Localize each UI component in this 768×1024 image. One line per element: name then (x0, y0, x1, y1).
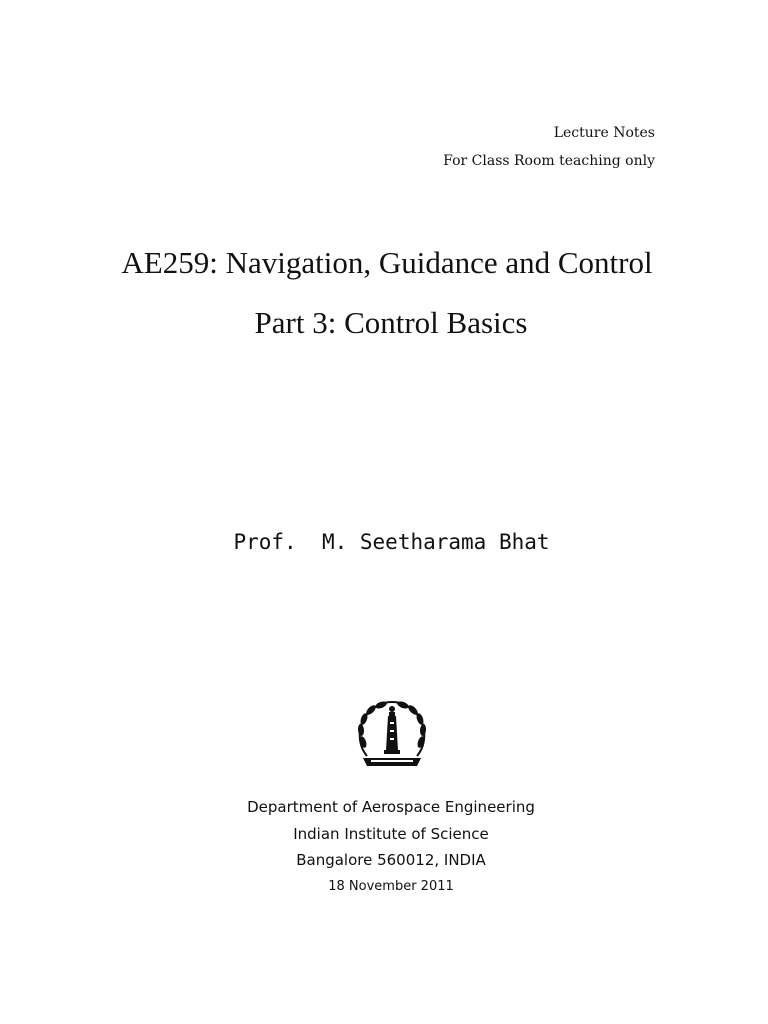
part-title: Part 3: Control Basics (254, 305, 528, 340)
publication-date: 18 November 2011 (328, 879, 454, 894)
department-name: Department of Aerospace Engineering (247, 798, 535, 816)
author-name: Prof. M. Seetharama Bhat (233, 530, 550, 554)
institute-name: Indian Institute of Science (293, 825, 489, 843)
classroom-only-label: For Class Room teaching only (443, 153, 655, 169)
iisc-seal-icon (355, 698, 429, 770)
lecture-notes-label: Lecture Notes (553, 125, 655, 141)
course-title: AE259: Navigation, Guidance and Control (121, 245, 653, 280)
institute-address: Bangalore 560012, INDIA (296, 851, 486, 869)
